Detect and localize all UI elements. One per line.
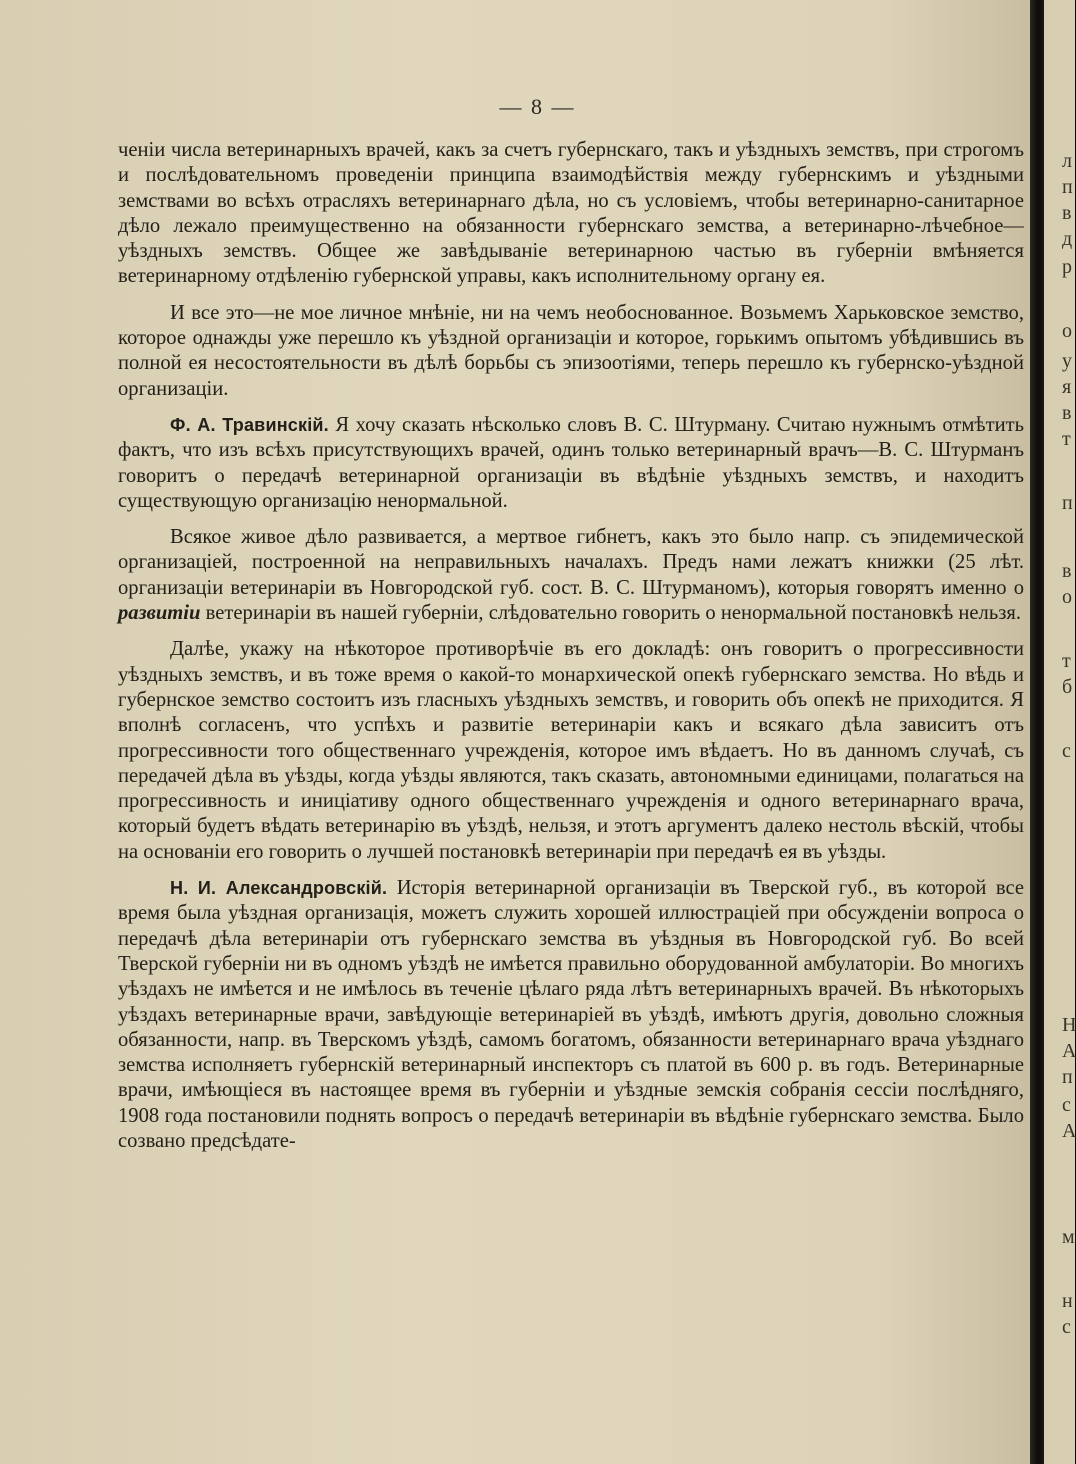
paragraph-text: ветеринаріи въ нашей губерніи, слѣдовательно говорить о ненормальной постановкѣ нельзя. [205,602,1021,625]
edge-letter: в [1062,202,1072,224]
edge-letter: т [1062,428,1071,450]
paragraph-text: ченіи числа ветеринарныхъ врачей, какъ за счетъ губернскаго, такъ и уѣздныхъ земствъ, при строгомъ и послѣдовательномъ проведеніи принципа взаимодѣйствія между губернскимъ и уѣздными земствами во всѣхъ отрасляхъ ветеринарнаго дѣла, но съ условіемъ, чтобы ветеринарно-санитарное дѣло лежало преимущественно на обязанности губернскаго земства, а ветеринарно-лѣчебное—уѣздныхъ земствъ. Общее же завѣдываніе ветеринарною частью въ губерніи вмѣняется ветеринарному отдѣленію губернской управы, какъ исполнительному органу ея. [118,139,1024,288]
paragraph-6 [118,876,1024,1154]
edge-letter: я [1062,376,1072,398]
edge-letter: н [1062,1290,1073,1312]
edge-letter: т [1062,650,1071,672]
paragraph-text: Я хочу сказать нѣсколько словъ В. С. Штурману. Считаю нужнымъ отмѣтить фактъ, что изъ всѣхъ присутствующихъ врачей, одинъ только ветеринарный врачъ—В. С. Штурманъ говоритъ о передачѣ ветеринарной организаціи въ вѣдѣніе уѣздныхъ земствъ, и находитъ существующую организацію ненормальной. [118,413,1024,512]
next-page-edge [1044,0,1075,1464]
edge-letter: п [1062,492,1073,514]
edge-letter: о [1062,320,1072,342]
edge-letter: б [1062,676,1073,698]
page-number: — 8 — [499,94,576,119]
edge-letter: о [1062,586,1072,608]
paragraph-text: Всякое живое дѣло развивается, а мертвое гибнетъ, какъ это было напр. съ эпидемической организаціей, построенной на неправильныхъ началахъ. Предъ нами лежатъ книжки (25 лѣт. организаціи ветеринаріи въ Новгородской губ. сост. В. С. Штурманомъ), которыя говорятъ именно о [118,526,1024,599]
edge-letter: в [1062,402,1072,424]
edge-letter: м [1062,1226,1075,1248]
edge-letter: с [1062,1094,1071,1116]
edge-letter: с [1062,1316,1071,1338]
paragraph-1 [118,138,1024,290]
paragraph-text: И все это—не мое личное мнѣніе, ни на чемъ необоснованное. Возьмемъ Харьковское земство, которое однажды уже перешло къ уѣздной организаціи и которое, горькимъ опытомъ убѣдившись въ полной ея несостоятельности въ дѣлѣ борьбы съ эпизоотіями, теперь перешло къ губернско-уѣздной организаціи. [118,301,1024,400]
edge-letter: А [1062,1120,1076,1142]
edge-letter: в [1062,560,1072,582]
edge-letter: д [1062,228,1073,250]
edge-letter: п [1062,1066,1073,1088]
edge-letter: п [1062,176,1073,198]
edge-letter: Н [1062,1014,1076,1036]
speaker-name: Н. И. Александровскій. [170,878,388,899]
body-text [118,138,1024,1154]
edge-letter: с [1062,740,1071,762]
speaker-name: Ф. А. Травинскій. [170,414,329,435]
edge-letter: А [1062,1040,1076,1062]
book-gutter [1030,0,1044,1464]
paragraph-2 [118,301,1024,402]
emphasized-word: развитіи [118,602,201,625]
edge-letter: л [1062,150,1072,172]
paragraph-5 [118,637,1024,865]
edge-letter: у [1062,350,1072,372]
paragraph-text: Далѣе, укажу на нѣкоторое противорѣчіе въ его докладѣ: онъ говоритъ о прогрессивности уѣздныхъ земствъ, и въ тоже время о какой-то монархической опекѣ губернскаго земства. Но вѣдь и губернское земство состоитъ изъ гласныхъ уѣздныхъ земствъ, и говорить объ опекѣ не приходится. Я вполнѣ согласенъ, что успѣхъ и развитіе ветеринаріи какъ и всякаго дѣла зависитъ отъ прогрессивности того общественнаго учрежденія, которое имъ вѣдаетъ. Но въ данномъ случаѣ, съ передачей дѣла въ уѣзды, когда уѣзды являются, такъ сказать, автономными единицами, полагаться на прогрессивность и иниціативу одного общественнаго учрежденія и одного ветеринарнаго врача, который будетъ вѣдать ветеринарію въ уѣздѣ, нельзя, и этотъ аргументъ далеко нестоль вѣскій, чтобы на основаніи его говорить о лучшей постановкѣ ветеринаріи при передачѣ ея въ уѣзды. [118,638,1024,863]
edge-letter: р [1062,256,1072,278]
paragraph-text: Исторія ветеринарной организаціи въ Тверской губ., въ которой все время была уѣздная организація, можетъ служить хорошей иллюстраціей при обсужденіи вопроса о передачѣ дѣла ветеринаріи отъ губернскаго земства въ уѣздныя въ Новгородской губ. Во всей Тверской губерніи ни въ одномъ уѣздѣ не имѣется правильно оборудованной амбулаторіи. Во многихъ уѣздахъ не имѣется и не имѣлось въ теченіе цѣлаго ряда лѣтъ ветеринарныхъ врачей. Въ нѣкоторыхъ уѣздахъ ветеринарные врачи, завѣдующіе ветеринаріей въ уѣздѣ, имѣютъ другія, довольно сложныя обязанности, напр. въ Тверскомъ уѣздѣ, самомъ богатомъ, обязанности ветеринарнаго врача уѣзднаго земства исполняетъ губернскій ветеринарный инспекторъ съ платой въ 600 р. въ годъ. Ветеринарные врачи, имѣющіеся въ настоящее время въ губерніи и уѣздные земскія собранія сессіи послѣдняго, 1908 года постановили поднять вопросъ о передачѣ ветеринаріи въ вѣдѣніе губернскаго земства. Было созвано предсѣдате- [118,877,1024,1152]
paragraph-4 [118,525,1024,626]
paragraph-3 [118,413,1024,514]
